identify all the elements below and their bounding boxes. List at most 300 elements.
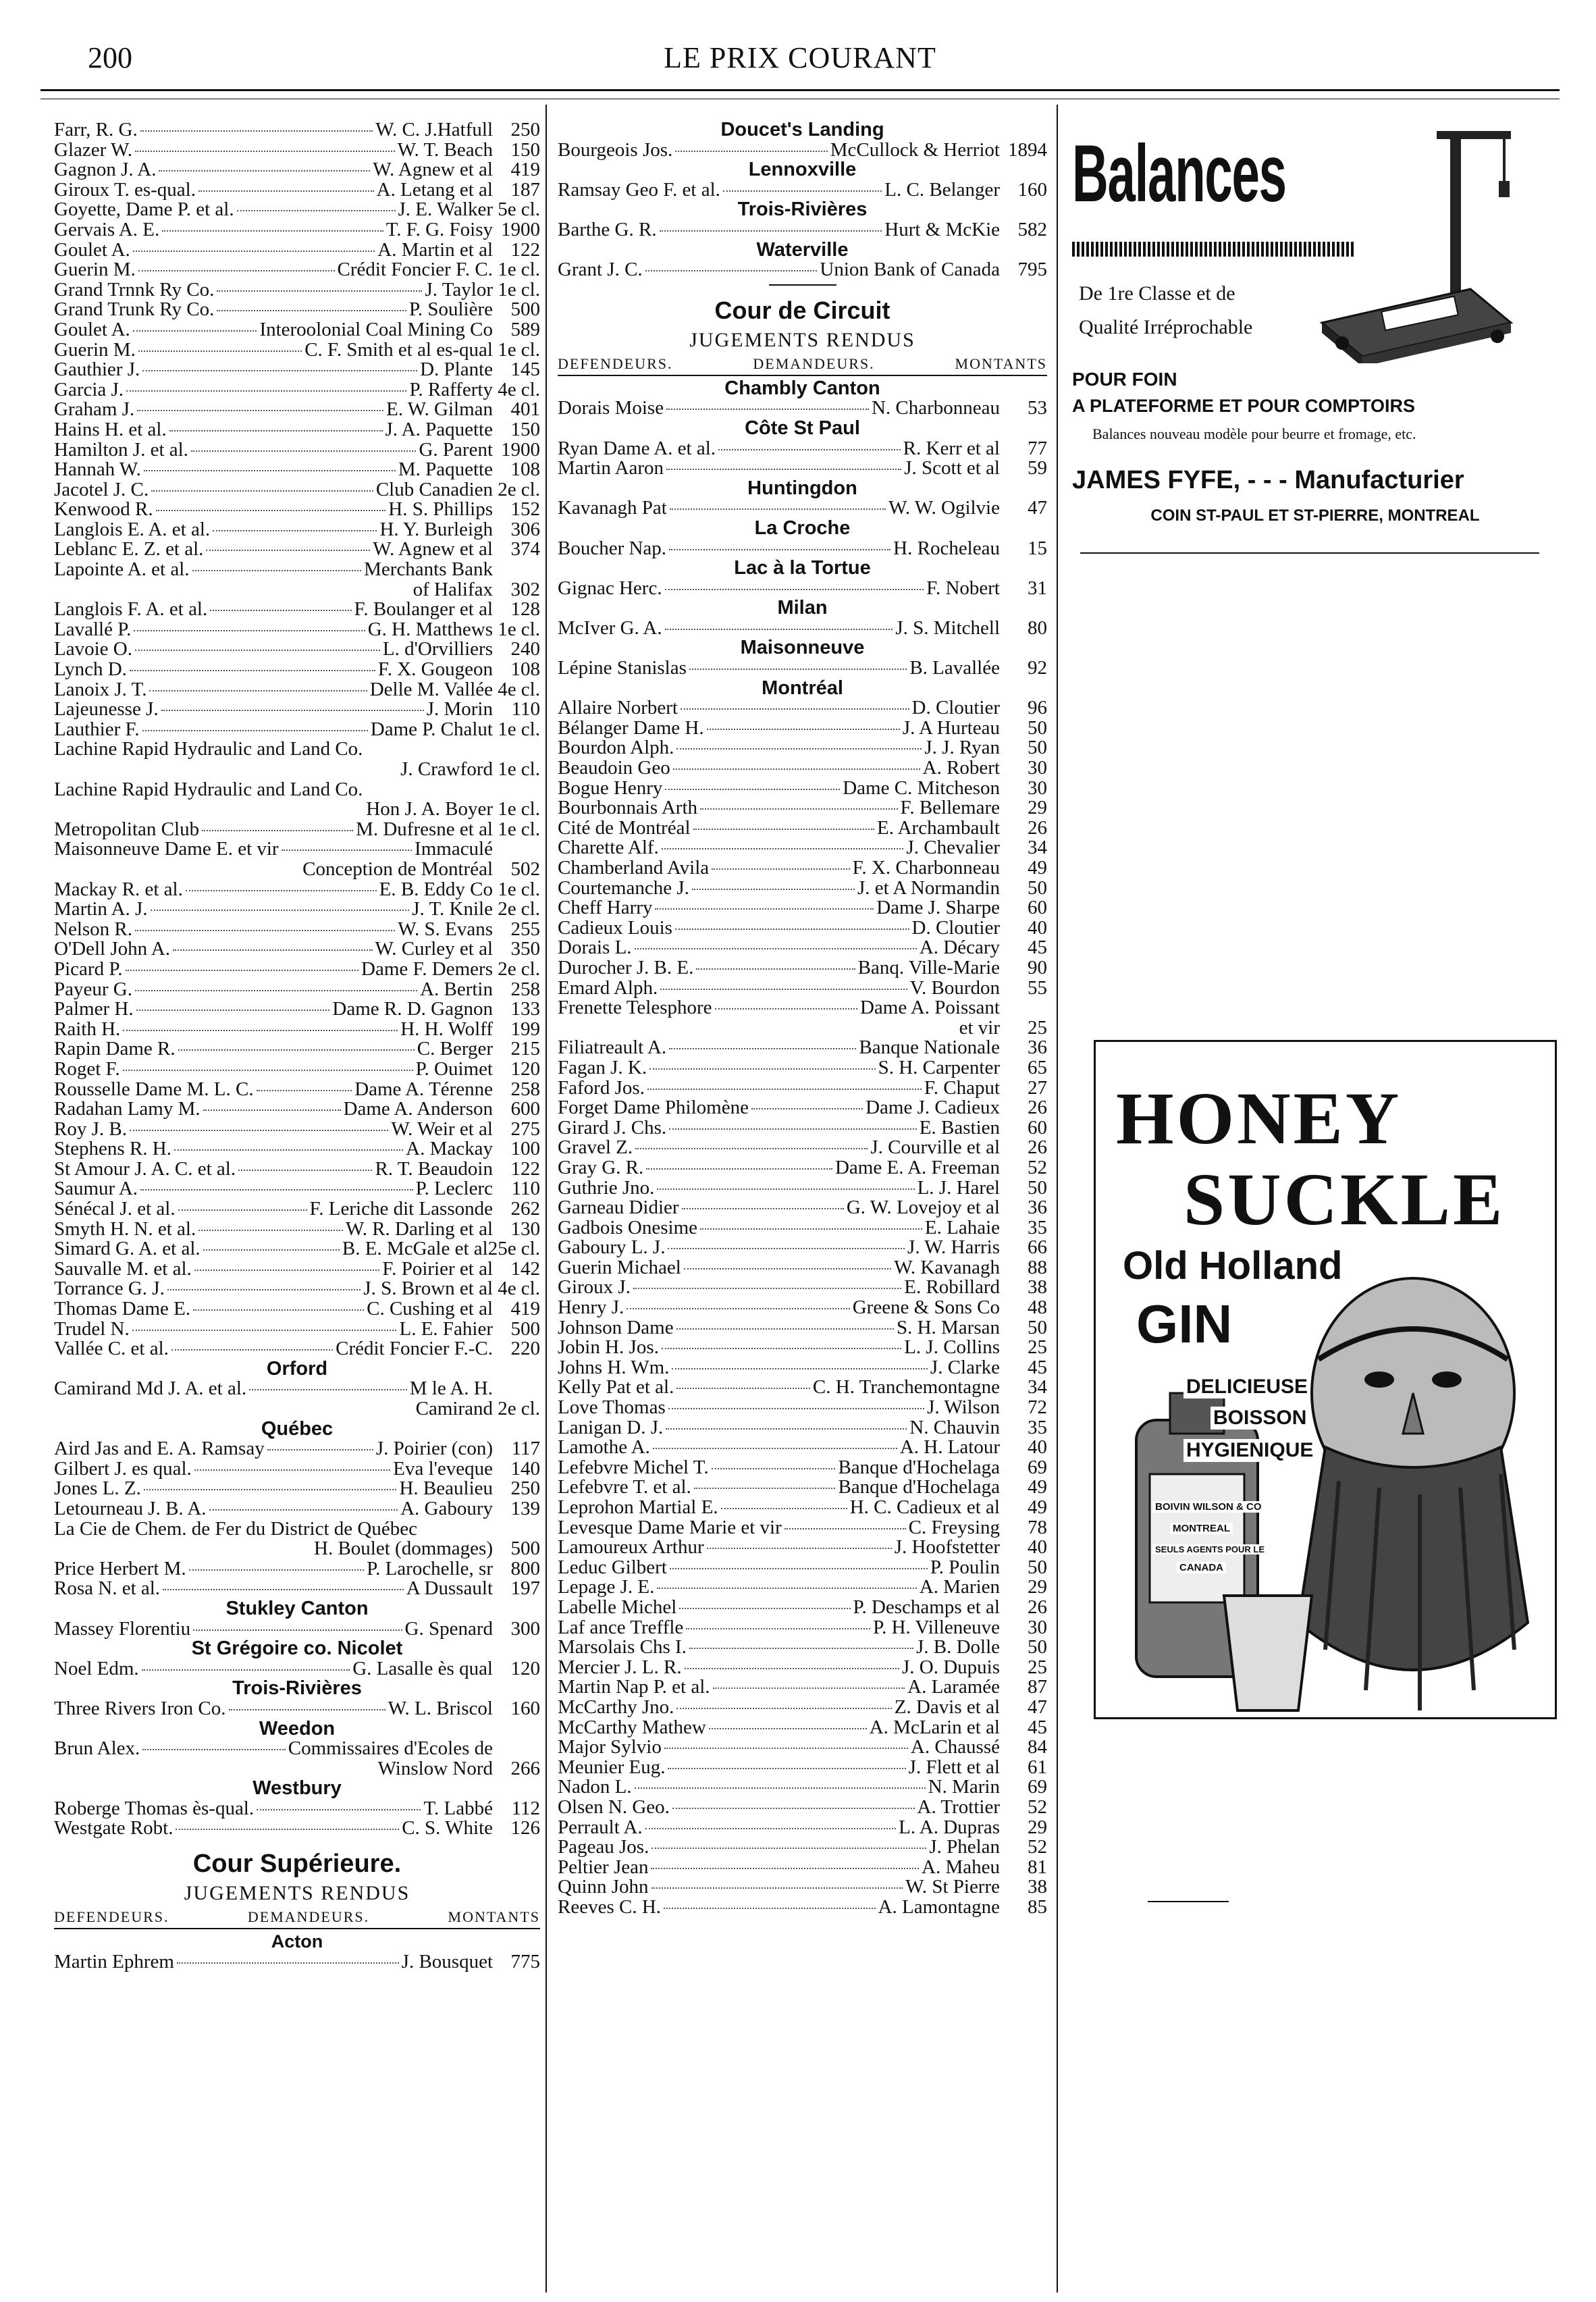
defendant: Leduc Gilbert [558, 1557, 667, 1578]
leader-dots [784, 1528, 906, 1529]
plaintiff: G. W. Lovejoy et al [846, 1198, 1000, 1218]
defendant: Guerin Michael [558, 1257, 681, 1278]
leader-dots [670, 508, 886, 510]
leader-dots [217, 310, 406, 311]
list-item [54, 560, 540, 580]
defendant: Hannah W. [54, 460, 141, 480]
defendant: Johns H. Wm. [558, 1357, 670, 1378]
amount: 48 [1028, 1298, 1047, 1318]
amount: 26 [1028, 1138, 1047, 1158]
list-item [54, 1379, 540, 1399]
defendant: Three Rivers Iron Co. [54, 1698, 226, 1719]
defendant: Grand Trunk Ry Co. [54, 300, 215, 320]
leader-dots [136, 1010, 330, 1011]
leader-dots [676, 1328, 894, 1330]
list-item [558, 1358, 1047, 1378]
leader-dots [694, 1488, 836, 1489]
plaintiff: of Halifax [413, 579, 493, 600]
defendant: Meunier Eug. [558, 1757, 666, 1778]
amount: 52 [1028, 1797, 1047, 1818]
leader-dots [670, 1568, 928, 1569]
list-item [54, 920, 540, 940]
ad-line: Balances nouveau modèle pour beurre et fromage, etc. [1092, 425, 1416, 442]
list-item [54, 180, 540, 201]
page-header [41, 41, 1560, 81]
plaintiff: W. S. Evans [398, 919, 493, 940]
defendant: Major Sylvio [558, 1737, 662, 1758]
plaintiff: W. C. J.Hatfull [375, 120, 493, 140]
defendant: Bourgeois Jos. [558, 140, 673, 161]
leader-dots [149, 690, 367, 691]
defendant: Lapointe A. et al. [54, 560, 190, 580]
amount: 199 [510, 1019, 540, 1040]
list-item [558, 1378, 1047, 1398]
ad-line: BOISSON [1211, 1407, 1309, 1430]
amount: 140 [510, 1459, 540, 1480]
plaintiff: C. Berger [417, 1039, 493, 1060]
plaintiff: Banque d'Hochelaga [838, 1457, 1000, 1478]
list-item [54, 200, 540, 220]
list-item [54, 420, 540, 440]
defendant: Massey Florentiu [54, 1619, 191, 1640]
place-heading: Orford [266, 1359, 328, 1380]
amount: 29 [1028, 798, 1047, 818]
amount: 300 [510, 1619, 540, 1640]
header-montants: MONTANTS [955, 355, 1047, 372]
plaintiff: Winslow Nord [377, 1758, 493, 1779]
plaintiff: E. Lahaie [924, 1218, 1000, 1238]
leader-dots [646, 1168, 832, 1170]
leader-dots [665, 789, 840, 790]
list-item [558, 1458, 1047, 1478]
amount: 60 [1028, 898, 1047, 918]
list-item [54, 1659, 540, 1679]
defendant: Kavanagh Pat [558, 498, 667, 519]
leader-dots [130, 670, 375, 671]
defendant: Courtemanche J. [558, 878, 689, 899]
amount: 220 [510, 1339, 540, 1359]
amount: 374 [510, 540, 540, 560]
leader-dots [675, 151, 827, 152]
list-item [54, 1799, 540, 1819]
amount: 302 [510, 579, 540, 600]
plaintiff: G. Parent [419, 440, 493, 461]
defendant: Leprohon Martial E. [558, 1498, 718, 1518]
judgment-list-acton [54, 1952, 540, 1972]
leader-dots [709, 1728, 867, 1729]
plaintiff: J. Hoofstetter [894, 1538, 1000, 1558]
amount: 78 [1028, 1517, 1047, 1538]
list-item [558, 1158, 1047, 1178]
plaintiff: J. Scott et al [904, 459, 1000, 479]
defendant: Quinn John [558, 1877, 649, 1898]
defendant: Vallée C. et al. [54, 1339, 169, 1359]
leader-dots [257, 1809, 421, 1810]
defendant: Simard G. A. et al. [54, 1239, 201, 1259]
amount: 197 [510, 1579, 540, 1599]
defendant: Peltier Jean [558, 1857, 649, 1878]
defendant: Sénécal J. et al. [54, 1199, 176, 1220]
amount: 150 [510, 140, 540, 161]
leader-dots [249, 1389, 407, 1390]
leader-dots [635, 948, 917, 949]
list-item [558, 260, 1047, 280]
bottle-label: BOIVIN WILSON & CO [1152, 1501, 1265, 1513]
leader-dots [138, 270, 335, 271]
defendant: Kelly Pat et al. [558, 1378, 674, 1398]
plaintiff: Delle M. Vallée [369, 679, 493, 700]
amount: 401 [510, 400, 540, 420]
list-item [54, 980, 540, 1000]
plaintiff: E. W. Gilman [386, 400, 493, 420]
list-item [558, 1238, 1047, 1258]
leader-dots [257, 1090, 352, 1091]
leader-dots [217, 290, 422, 292]
list-item [558, 439, 1047, 459]
plaintiff: W. Weir et al [391, 1119, 493, 1140]
amount: 85 [1028, 1897, 1047, 1918]
defendant: Lanoix J. T. [54, 679, 147, 700]
amount: 84 [1028, 1737, 1047, 1758]
amount: 36 [1028, 1198, 1047, 1218]
leader-dots [635, 1148, 868, 1149]
plaintiff: M le A. H. [409, 1379, 493, 1399]
leader-dots [672, 1808, 915, 1809]
plaintiff: A. Martin et al [377, 240, 493, 261]
plaintiff: W. R. Darling et al [346, 1219, 493, 1240]
list-item [558, 1718, 1047, 1738]
list-item [54, 1559, 540, 1579]
amount: 1e cl. [498, 760, 540, 780]
defendant: O'Dell John A. [54, 939, 170, 960]
plaintiff: F. Chaput [924, 1078, 1000, 1099]
plaintiff: W. St Pierre [905, 1877, 1000, 1898]
leader-dots [194, 1469, 391, 1471]
leader-dots [140, 130, 373, 132]
amount: 47 [1028, 1697, 1047, 1718]
list-item [558, 1538, 1047, 1558]
amount: 40 [1028, 1538, 1047, 1558]
plaintiff: J. Bousquet [401, 1952, 493, 1972]
list-item [558, 1198, 1047, 1218]
list-item [558, 958, 1047, 978]
list-item [54, 839, 540, 860]
leader-dots [142, 1669, 350, 1671]
defendant: Sauvalle M. et al. [54, 1259, 192, 1280]
leader-dots [140, 1189, 413, 1191]
list-item [54, 1099, 540, 1120]
amount: 120 [510, 1658, 540, 1679]
leader-dots [676, 1388, 810, 1389]
leader-dots [177, 1962, 399, 1964]
amount: 90 [1028, 958, 1047, 978]
plaintiff: J. Phelan [929, 1837, 1000, 1858]
list-item [54, 860, 540, 880]
plaintiff: B. Lavallée [909, 658, 1000, 679]
list-item [54, 1179, 540, 1199]
list-item [54, 1199, 540, 1220]
header-rule [41, 89, 1560, 91]
list-item [54, 620, 540, 640]
list-item [54, 739, 540, 760]
leader-dots [669, 1048, 856, 1049]
leader-dots [178, 1209, 307, 1211]
plaintiff: J. J. Ryan [924, 738, 1000, 759]
list-item [54, 1579, 540, 1599]
list-item [54, 960, 540, 980]
plaintiff: W. T. Beach [397, 140, 493, 161]
leader-dots [203, 1109, 341, 1111]
list-item [54, 580, 540, 600]
defendant: Langlois F. A. et al. [54, 600, 208, 620]
defendant: Rapin Dame R. [54, 1039, 176, 1060]
defendant: Allaire Norbert [558, 698, 678, 718]
list-item [558, 1518, 1047, 1538]
amount: 2e cl. [498, 899, 540, 920]
defendant: Martin Nap P. et al. [558, 1677, 710, 1698]
amount: 419 [510, 160, 540, 180]
defendant: Lajeunesse J. [54, 700, 159, 720]
plaintiff: F. Boulanger et al [354, 600, 493, 620]
running-title: LE PRIX COURANT [664, 41, 936, 74]
leader-dots [675, 928, 909, 930]
plaintiff: G. Spenard [404, 1619, 493, 1640]
plaintiff: Dame A. Térenne [354, 1079, 493, 1100]
list-item [54, 1439, 540, 1459]
plaintiff: L. J. Collins [904, 1338, 1000, 1358]
list-item [558, 798, 1047, 818]
ad-divider [1148, 1901, 1229, 1902]
judgment-list-col1 [54, 120, 540, 1839]
defendant: Lanigan D. J. [558, 1417, 664, 1438]
amount: 15 [1028, 538, 1047, 559]
amount: 49 [1028, 858, 1047, 879]
list-item [558, 140, 1047, 161]
place-heading: Weedon [259, 1719, 336, 1739]
divider [769, 284, 836, 286]
plaintiff: C. S. White [402, 1819, 493, 1839]
leader-dots [666, 409, 869, 410]
list-item [54, 120, 540, 140]
plaintiff: A. Robert [922, 758, 1000, 779]
amount: 500 [510, 1319, 540, 1340]
plaintiff: Dame F. Demers [361, 959, 493, 980]
amount: 250 [510, 120, 540, 140]
leader-dots [144, 1489, 397, 1490]
defendant: Chamberland Avila [558, 858, 710, 879]
leader-dots [238, 1170, 372, 1171]
leader-dots [645, 270, 818, 271]
defendant: Giroux T. es-qual. [54, 180, 196, 201]
amount: 5e cl. [498, 200, 540, 220]
list-item [558, 539, 1047, 559]
leader-dots [142, 370, 417, 371]
leader-dots [707, 1548, 892, 1549]
list-item [558, 879, 1047, 899]
leader-dots [162, 230, 383, 232]
amount: 128 [510, 600, 540, 620]
amount: 775 [510, 1952, 540, 1972]
amount: 50 [1028, 1178, 1047, 1199]
leader-dots [676, 1708, 891, 1709]
plaintiff: B. E. McGale et al [342, 1239, 488, 1259]
amount: 1e cl. [498, 879, 540, 900]
plaintiff: H. C. Cadieux et al [849, 1498, 1000, 1518]
plaintiff: A. H. Latour [899, 1438, 1000, 1458]
defendant: Giroux J. [558, 1278, 631, 1299]
balances-advertisement [1072, 120, 1558, 552]
ad-line: POUR FOIN [1072, 369, 1177, 390]
defendant: Nelson R. [54, 919, 132, 940]
amount: 26 [1028, 818, 1047, 839]
leader-dots [198, 190, 374, 192]
list-item [54, 300, 540, 320]
defendant: Lachine Rapid Hydraulic and Land Co. [54, 739, 363, 760]
plaintiff: J. S. Brown et al [363, 1279, 493, 1300]
place-heading: Québec [261, 1419, 334, 1440]
defendant: Smyth H. N. et al. [54, 1219, 196, 1240]
defendant: Hains H. et al. [54, 419, 167, 440]
defendant: Grant J. C. [558, 260, 643, 280]
defendant: Grand Trnnk Ry Co. [54, 280, 215, 300]
leader-dots [178, 1049, 415, 1051]
list-item [558, 579, 1047, 599]
leader-dots [135, 650, 380, 651]
list-item [558, 1798, 1047, 1818]
defendant: Jones L. Z. [54, 1479, 141, 1499]
defendant: Palmer H. [54, 999, 134, 1020]
plaintiff: M. Dufresne et al [356, 819, 493, 840]
list-item [54, 660, 540, 680]
plaintiff: F. Poirier et al [382, 1259, 493, 1280]
defendant: Farr, R. G. [54, 120, 138, 140]
place-heading: Maisonneuve [740, 638, 865, 659]
amount: 306 [510, 519, 540, 540]
amount: 36 [1028, 1038, 1047, 1058]
judgment-list-col2-top [558, 120, 1047, 280]
ad-line: Qualité Irréprochable [1079, 316, 1253, 338]
amount: 266 [510, 1758, 540, 1779]
list-item [54, 1539, 540, 1559]
leader-dots [633, 1288, 901, 1289]
list-item [558, 459, 1047, 479]
leader-dots [660, 989, 907, 990]
plaintiff: Eva l'eveque [393, 1459, 493, 1480]
list-item [54, 899, 540, 920]
leader-dots [651, 1848, 926, 1849]
amount: 1e cl. [498, 340, 540, 361]
leader-dots [673, 768, 920, 770]
list-item [54, 480, 540, 500]
plaintiff: Dame C. Mitcheson [843, 778, 1000, 799]
plaintiff: A. Mackay [406, 1139, 493, 1159]
list-item [558, 838, 1047, 858]
amount: 30 [1028, 758, 1047, 779]
leader-dots [169, 430, 383, 431]
amount: 795 [1017, 260, 1047, 280]
header-defendeurs: DEFENDEURS. [54, 1908, 169, 1926]
amount: 215 [510, 1039, 540, 1060]
list-item [54, 639, 540, 660]
leader-dots [137, 410, 383, 411]
ad-subheadline: Old Holland [1123, 1244, 1343, 1288]
defendant: Bélanger Dame H. [558, 718, 704, 739]
amount: 1e cl. [498, 260, 540, 280]
plaintiff: J. A. Paquette [385, 419, 493, 440]
list-item [558, 1438, 1047, 1458]
column-rule-1 [546, 105, 547, 2293]
ad-manufacturer: JAMES FYFE, - - - Manufacturier [1072, 466, 1464, 494]
amount: 25e cl. [487, 1239, 540, 1259]
plaintiff: Banque Nationale [859, 1038, 1000, 1058]
amount: 29 [1028, 1577, 1047, 1598]
amount: 50 [1028, 1638, 1047, 1658]
plaintiff: P. H. Villeneuve [873, 1617, 1000, 1638]
defendant: Beaudoin Geo [558, 758, 670, 779]
defendant: Emard Alph. [558, 978, 658, 999]
defendant: Dorais L. [558, 938, 632, 958]
defendant: Garneau Didier [558, 1198, 679, 1218]
leader-dots [707, 729, 900, 730]
plaintiff: A. Laramée [907, 1677, 1000, 1698]
ad-line: A PLATEFORME ET POUR COMPTOIRS [1072, 396, 1416, 416]
plaintiff: A. Bertin [420, 979, 493, 1000]
defendant: Mackay R. et al. [54, 879, 183, 900]
amount: 502 [510, 859, 540, 880]
defendant: Roy J. B. [54, 1119, 127, 1140]
list-item [54, 1239, 540, 1259]
list-item [558, 718, 1047, 739]
leader-dots [672, 1368, 927, 1369]
header-defendeurs: DEFENDEURS. [558, 355, 673, 372]
defendant: Gaboury L. J. [558, 1238, 666, 1258]
amount: 66 [1028, 1238, 1047, 1258]
list-item [558, 1877, 1047, 1898]
plaintiff: J. Wilson [927, 1398, 1000, 1418]
list-item [54, 340, 540, 361]
plaintiff: J. W. Harris [907, 1238, 1000, 1258]
list-item [558, 1218, 1047, 1238]
defendant: Love Thomas [558, 1398, 666, 1418]
amount: 34 [1028, 1378, 1047, 1398]
plaintiff: L. J. Harel [917, 1178, 1000, 1199]
amount: 80 [1028, 618, 1047, 639]
list-item [54, 500, 540, 520]
plaintiff: E. Bastien [919, 1118, 1000, 1139]
defendant: Garcia J. [54, 380, 124, 400]
plaintiff: P. Ouimet [415, 1059, 493, 1080]
amount: 2e cl. [498, 1399, 540, 1419]
plaintiff: H. Y. Burleigh [379, 519, 493, 540]
defendant: Gervais A. E. [54, 219, 160, 240]
plaintiff: E. Archambault [876, 818, 1000, 839]
amount: 88 [1028, 1257, 1047, 1278]
amount: 600 [510, 1099, 540, 1120]
defendant: Lépine Stanislas [558, 658, 687, 679]
amount: 152 [510, 500, 540, 520]
list-item [558, 1318, 1047, 1338]
amount: 130 [510, 1219, 540, 1240]
amount: 50 [1028, 1317, 1047, 1338]
amount: 589 [510, 319, 540, 340]
list-item [54, 820, 540, 840]
defendant: Bogue Henry [558, 778, 663, 799]
plaintiff: Banque d'Hochelaga [838, 1477, 1000, 1498]
defendant: Picard P. [54, 959, 123, 980]
defendant: Rousselle Dame M. L. C. [54, 1079, 254, 1100]
plaintiff: McCullock & Herriot [830, 140, 1000, 161]
leader-dots [198, 1230, 343, 1231]
